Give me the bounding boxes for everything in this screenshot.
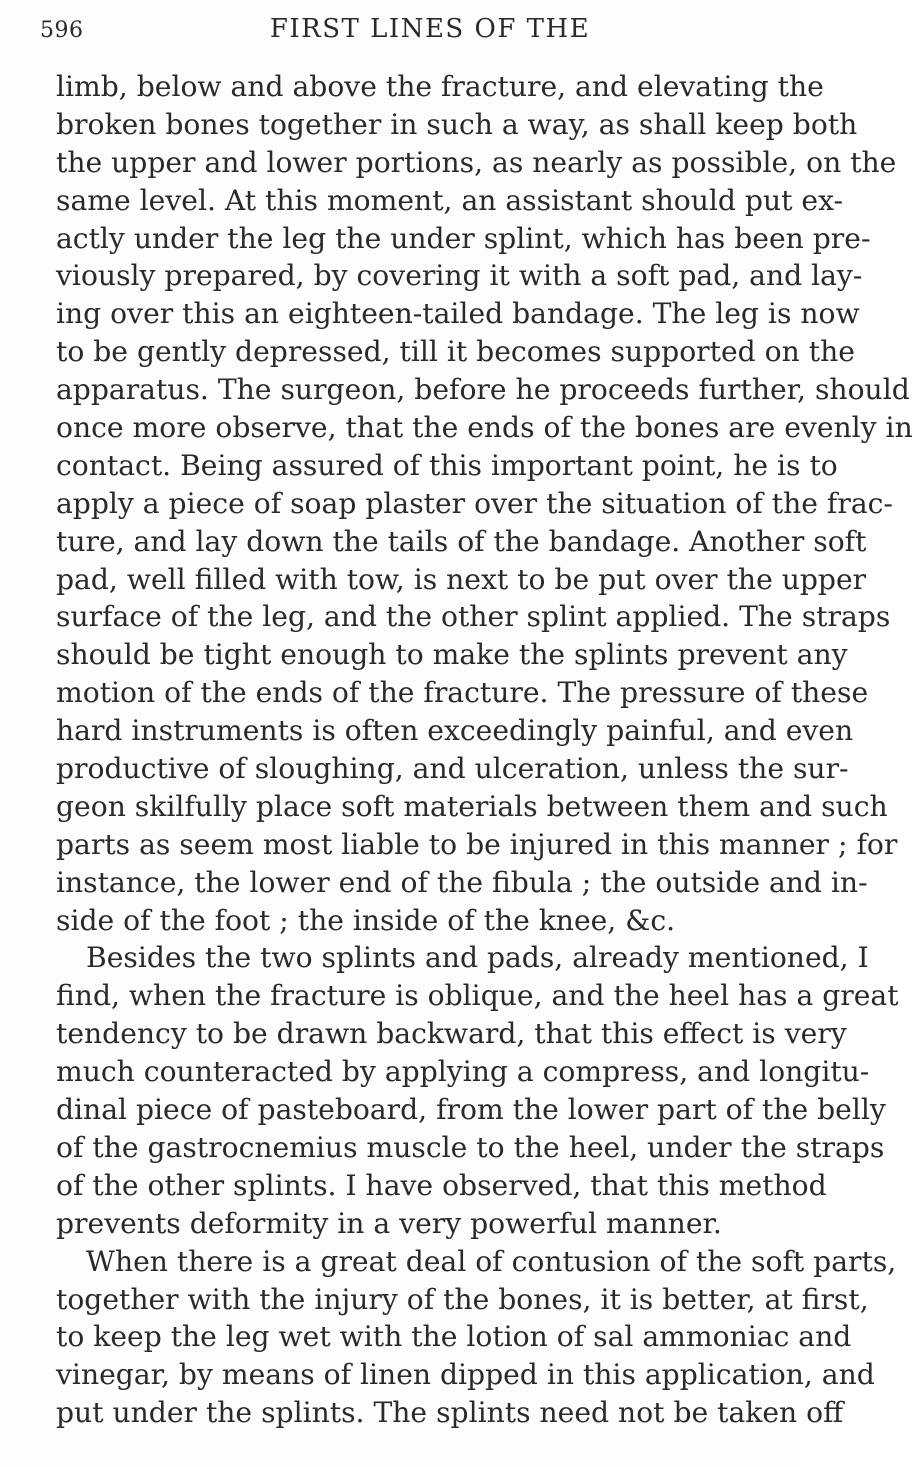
text-line: of the gastrocnemius muscle to the heel, under the straps	[56, 1130, 885, 1164]
text-line: viously prepared, by covering it with a soft pad, and lay-	[56, 259, 863, 293]
text-line: actly under the leg the under splint, which has been pre-	[56, 221, 871, 255]
paragraph-start-line: Besides the two splints and pads, already mentioned, I	[86, 941, 869, 975]
text-line: tendency to be drawn backward, that this effect is very	[56, 1017, 847, 1051]
text-line: productive of sloughing, and ulceration, unless the sur-	[56, 752, 849, 786]
text-line: much counteracted by applying a compress, and longitu-	[56, 1055, 870, 1089]
text-line: limb, below and above the fracture, and elevating the	[56, 70, 824, 103]
text-line: instance, the lower end of the fibula ; the outside and in-	[56, 865, 868, 899]
text-line: parts as seem most liable to be injured in this manner ; for	[56, 827, 898, 861]
text-line: broken bones together in such a way, as shall keep both	[56, 107, 858, 141]
text-line: same level. At this moment, an assistant should put ex-	[56, 183, 844, 217]
text-line: geon skilfully place soft materials between them and such	[56, 789, 888, 823]
text-line: pad, well filled with tow, is next to be put over the upper	[56, 562, 867, 596]
text-line: of the other splints. I have observed, that this method	[56, 1168, 827, 1202]
text-line: motion of the ends of the fracture. The pressure of these	[56, 676, 869, 710]
text-line: ture, and lay down the tails of the bandage. Another soft	[56, 524, 867, 558]
paragraph-start-line: When there is a great deal of contusion of the soft parts,	[86, 1244, 897, 1278]
text-line: contact. Being assured of this important point, he is to	[56, 448, 838, 482]
text-line: apply a piece of soap plaster over the situation of the frac-	[56, 486, 893, 520]
text-line: surface of the leg, and the other splint applied. The straps	[56, 600, 891, 634]
text-line: once more observe, that the ends of the bones are evenly in	[56, 411, 913, 445]
text-line: apparatus. The surgeon, before he proceeds further, should	[56, 373, 910, 407]
text-line: dinal piece of pasteboard, from the lower part of the belly	[56, 1093, 886, 1127]
text-line: ing over this an eighteen-tailed bandage. The leg is now	[56, 297, 860, 331]
text-line: the upper and lower portions, as nearly as possible, on the	[56, 145, 897, 179]
text-line: hard instruments is often exceedingly painful, and even	[56, 714, 854, 748]
text-line: vinegar, by means of linen dipped in this application, and	[56, 1358, 875, 1392]
page-number: 596	[40, 18, 84, 43]
running-head: FIRST LINES OF THE	[269, 14, 591, 44]
text-line: to keep the leg wet with the lotion of sal ammoniac and	[56, 1320, 852, 1354]
text-line: to be gently depressed, till it becomes supported on the	[56, 335, 855, 369]
text-line: side of the foot ; the inside of the knee, &c.	[56, 903, 676, 937]
text-line: prevents deformity in a very powerful manner.	[56, 1206, 722, 1240]
text-line: put under the splints. The splints need not be taken off	[56, 1396, 844, 1430]
text-line: together with the injury of the bones, it is better, at first,	[56, 1282, 869, 1316]
text-line: find, when the fracture is oblique, and the heel has a great	[56, 979, 899, 1013]
page-header	[40, 12, 760, 48]
text-line: should be tight enough to make the splints prevent any	[56, 638, 848, 672]
body-text	[56, 68, 913, 1432]
